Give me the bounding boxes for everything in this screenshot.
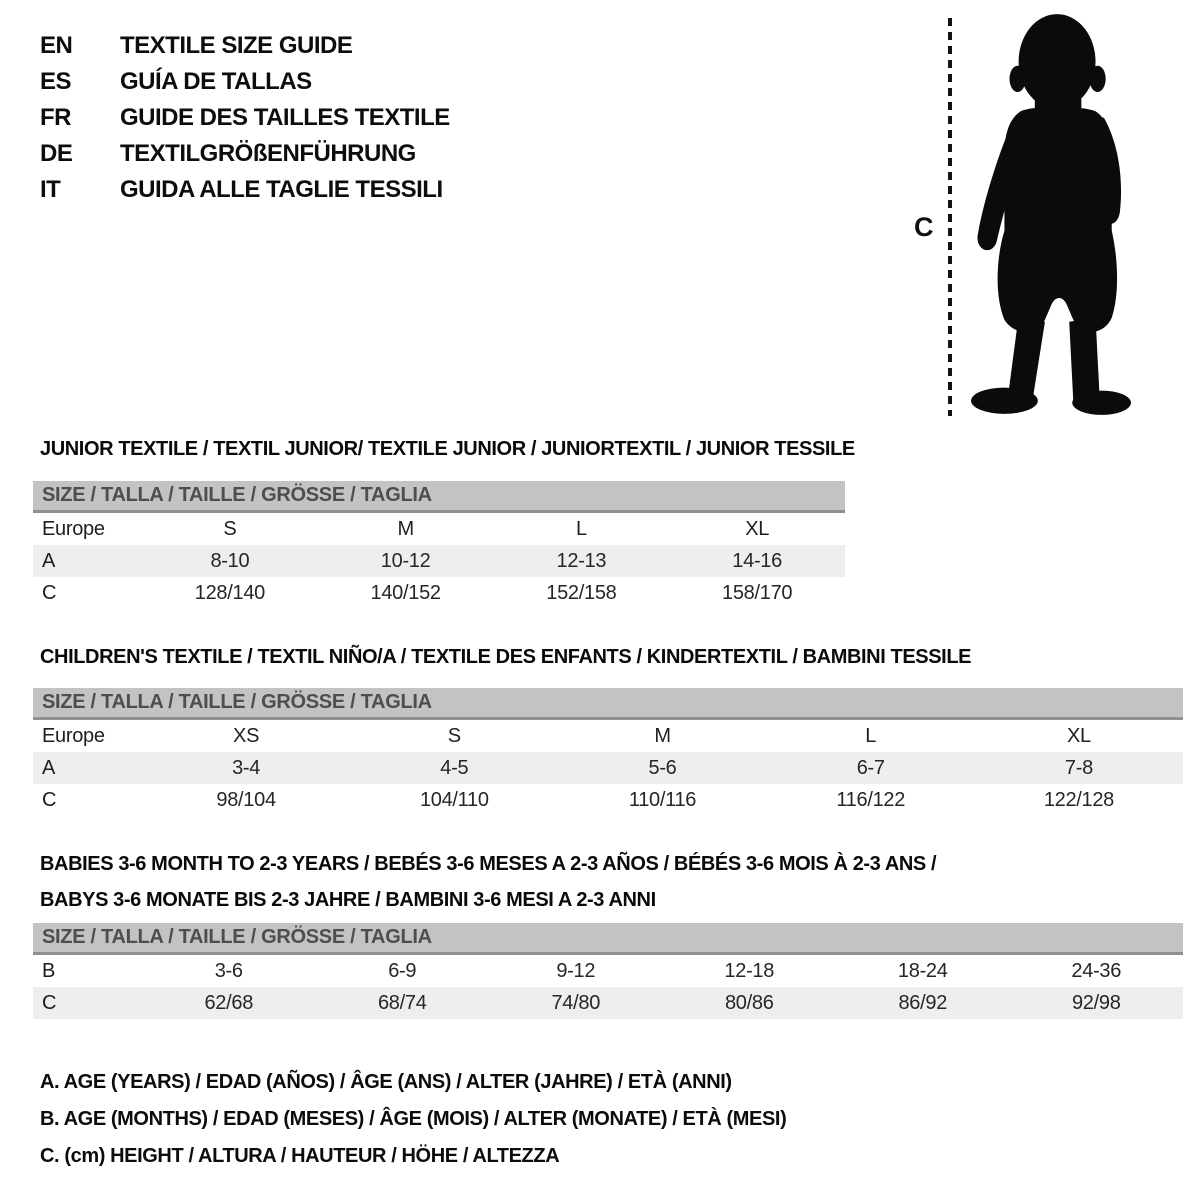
size-header-bar: SIZE / TALLA / TAILLE / GRÖSSE / TAGLIA [33, 481, 845, 513]
language-code: EN [40, 32, 73, 59]
data-cell: 4-5 [440, 756, 469, 779]
legend-line: A. AGE (YEARS) / EDAD (AÑOS) / ÂGE (ANS) / ALTER (JAHRE) / ETÀ (ANNI) [40, 1071, 732, 1093]
column-header-label: Europe [42, 517, 105, 540]
data-cell: 116/122 [836, 788, 906, 811]
data-cell: 74/80 [551, 991, 601, 1014]
table-title [33, 846, 1183, 918]
table-row [33, 545, 845, 577]
size-table [33, 955, 1183, 1019]
toddler-silhouette-icon [968, 14, 1134, 416]
data-cell: 14-16 [732, 549, 782, 572]
language-label: GUIDE DES TAILLES TEXTILE [120, 104, 450, 131]
column-header-row [33, 720, 1183, 752]
language-label: TEXTILGRÖßENFÜHRUNG [120, 140, 416, 167]
language-row [40, 64, 450, 100]
data-cell: 6-9 [388, 959, 417, 982]
size-table [33, 513, 845, 609]
data-cell: 104/110 [419, 788, 489, 811]
language-row [40, 136, 450, 172]
column-header-cell: L [575, 517, 587, 540]
data-cell: 158/170 [722, 581, 793, 604]
data-cell: 62/68 [204, 991, 254, 1014]
data-cell: 86/92 [898, 991, 948, 1014]
data-cell: 3-4 [232, 756, 261, 779]
language-row [40, 28, 450, 64]
data-cell: 140/152 [370, 581, 441, 604]
language-code: DE [40, 140, 73, 167]
table-row [33, 577, 845, 609]
table-title-line: CHILDREN'S TEXTILE / TEXTIL NIÑO/A / TEXTILE DES ENFANTS / KINDERTEXTIL / BAMBINI TESSILE [40, 646, 972, 668]
data-cell: 68/74 [377, 991, 427, 1014]
language-row [40, 172, 450, 208]
size-header-bar: SIZE / TALLA / TAILLE / GRÖSSE / TAGLIA [33, 688, 1183, 720]
language-label: GUÍA DE TALLAS [120, 68, 312, 95]
row-label: C [42, 581, 57, 604]
column-header-cell: XL [1066, 724, 1091, 747]
data-cell: 80/86 [724, 991, 774, 1014]
data-cell: 7-8 [1064, 756, 1093, 779]
row-label: C [42, 788, 57, 811]
row-label: B [42, 959, 56, 982]
data-cell: 122/128 [1043, 788, 1115, 811]
language-label: GUIDA ALLE TAGLIE TESSILI [120, 176, 443, 203]
legend-line: C. (cm) HEIGHT / ALTURA / HAUTEUR / HÖHE / ALTEZZA [40, 1145, 560, 1167]
language-row [40, 100, 450, 136]
size-table [33, 720, 1183, 816]
column-header-cell: XS [233, 724, 260, 747]
data-cell: 12-13 [556, 549, 607, 572]
column-header-cell: S [447, 724, 461, 747]
legend [40, 1064, 786, 1175]
language-code: IT [40, 176, 61, 203]
data-cell: 128/140 [194, 581, 265, 604]
column-header-cell: M [654, 724, 671, 747]
table-title-line: BABYS 3-6 MONATE BIS 2-3 JAHRE / BAMBINI 3-6 MESI A 2-3 ANNI [40, 889, 656, 911]
table-row [33, 955, 1183, 987]
data-cell: 18-24 [897, 959, 948, 982]
babies-textile-section [33, 846, 1183, 1019]
data-cell: 3-6 [214, 959, 243, 982]
table-row [33, 752, 1183, 784]
data-cell: 8-10 [210, 549, 250, 572]
data-cell: 110/116 [628, 788, 697, 811]
data-cell: 12-18 [724, 959, 775, 982]
table-title-line: JUNIOR TEXTILE / TEXTIL JUNIOR/ TEXTILE JUNIOR / JUNIORTEXTIL / JUNIOR TESSILE [40, 438, 855, 460]
column-header-cell: L [865, 724, 877, 747]
children-textile-section [33, 645, 1183, 816]
table-title [33, 437, 855, 461]
column-header-cell: S [223, 517, 237, 540]
language-code: ES [40, 68, 72, 95]
data-cell: 10-12 [380, 549, 431, 572]
junior-textile-section [33, 437, 855, 609]
language-code: FR [40, 104, 71, 131]
data-cell: 5-6 [648, 756, 677, 779]
table-title-line: BABIES 3-6 MONTH TO 2-3 YEARS / BEBÉS 3-6 MESES A 2-3 AÑOS / BÉBÉS 3-6 MOIS À 2-3 ANS / [40, 853, 937, 875]
table-row [33, 987, 1183, 1019]
height-dashed-line [948, 18, 952, 416]
data-cell: 9-12 [556, 959, 596, 982]
size-header-bar: SIZE / TALLA / TAILLE / GRÖSSE / TAGLIA [33, 923, 1183, 955]
height-measure-label: C [914, 212, 934, 242]
row-label: A [42, 756, 56, 779]
column-header-cell: M [397, 517, 414, 540]
table-row [33, 784, 1183, 816]
table-title [33, 645, 1183, 669]
column-header-row [33, 513, 845, 545]
row-label: C [42, 991, 57, 1014]
data-cell: 24-36 [1071, 959, 1122, 982]
legend-line: B. AGE (MONTHS) / EDAD (MESES) / ÂGE (MOIS) / ALTER (MONATE) / ETÀ (MESI) [40, 1108, 787, 1130]
data-cell: 98/104 [216, 788, 276, 811]
data-cell: 6-7 [856, 756, 885, 779]
row-label: A [42, 549, 56, 572]
language-label: TEXTILE SIZE GUIDE [120, 32, 353, 59]
language-list [40, 28, 450, 208]
data-cell: 152/158 [546, 581, 617, 604]
column-header-cell: XL [745, 517, 770, 540]
column-header-label: Europe [42, 724, 105, 747]
data-cell: 92/98 [1071, 991, 1121, 1014]
